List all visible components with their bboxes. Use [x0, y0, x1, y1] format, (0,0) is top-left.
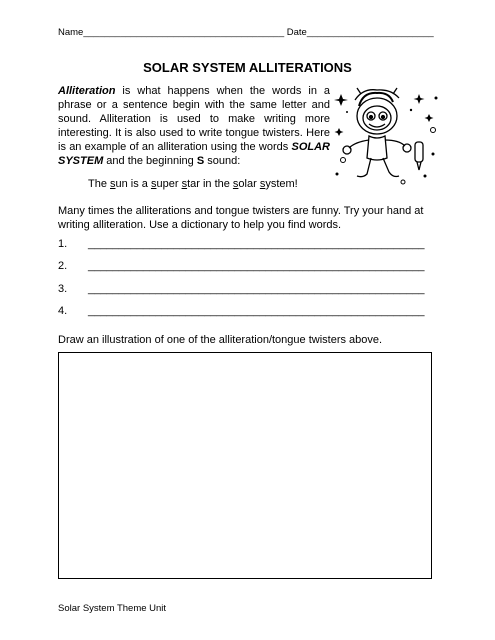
- intro-term: Alliteration: [58, 85, 116, 97]
- intro-text-1: is what happens when the words in a phrase or a sentence begin with the same letter and sound. Alliteration is used to make writing more interesting. It is also used to write tongue twisters. Here is an example of an alliteration using the words: [58, 85, 330, 153]
- draw-prompt: Draw an illustration of one of the alliteration/tongue twisters above.: [58, 334, 383, 346]
- underlined-s: s: [181, 178, 188, 190]
- example-word: un is a: [115, 178, 151, 190]
- footer-text: Solar System Theme Unit: [58, 603, 167, 614]
- line-number: 2.: [58, 260, 68, 272]
- example-word: olar: [238, 178, 260, 190]
- answer-line-1[interactable]: [58, 238, 424, 250]
- line-number: 3.: [58, 283, 68, 295]
- underlined-s: s: [232, 178, 239, 190]
- intro-paragraph: [58, 84, 330, 168]
- worksheet-title: SOLAR SYSTEM ALLITERATIONS: [143, 60, 352, 75]
- underlined-s: s: [110, 178, 116, 190]
- drawing-box[interactable]: [58, 352, 432, 579]
- line-number: 1.: [58, 238, 68, 250]
- example-word: The: [88, 178, 111, 190]
- answer-blank[interactable]: _______________________________________________________: [88, 283, 425, 295]
- example-word: uper: [156, 178, 182, 190]
- instructions-paragraph: Many times the alliterations and tongue twisters are funny. Try your hand at writing alliteration. Use a dictionary to help you find words.: [58, 205, 424, 231]
- intro-text-3: sound:: [204, 155, 241, 167]
- underlined-s: s: [259, 178, 266, 190]
- intro-letter: S: [196, 155, 205, 167]
- example-word: tar in the: [187, 178, 233, 190]
- date-blank[interactable]: ________________________: [306, 27, 434, 38]
- answer-blank[interactable]: _______________________________________________________: [88, 305, 425, 317]
- name-date-header: [58, 27, 434, 38]
- answer-line-4[interactable]: [58, 305, 424, 317]
- name-blank[interactable]: ______________________________________: [83, 27, 285, 38]
- answer-line-2[interactable]: [58, 260, 424, 272]
- underlined-s: s: [150, 178, 157, 190]
- answer-line-3[interactable]: [58, 283, 424, 295]
- answer-blank[interactable]: _______________________________________________________: [88, 260, 425, 272]
- intro-text-2: and the beginning: [103, 155, 197, 167]
- answer-blank[interactable]: _______________________________________________________: [88, 238, 425, 250]
- date-label: Date: [286, 27, 307, 38]
- example-word: ystem!: [265, 178, 298, 190]
- astronaut-illustration: [333, 84, 443, 189]
- name-label: Name: [58, 27, 84, 38]
- line-number: 4.: [58, 305, 68, 317]
- intro-term-2: SOLAR SYSTEM: [58, 141, 330, 167]
- example-sentence: [88, 178, 298, 190]
